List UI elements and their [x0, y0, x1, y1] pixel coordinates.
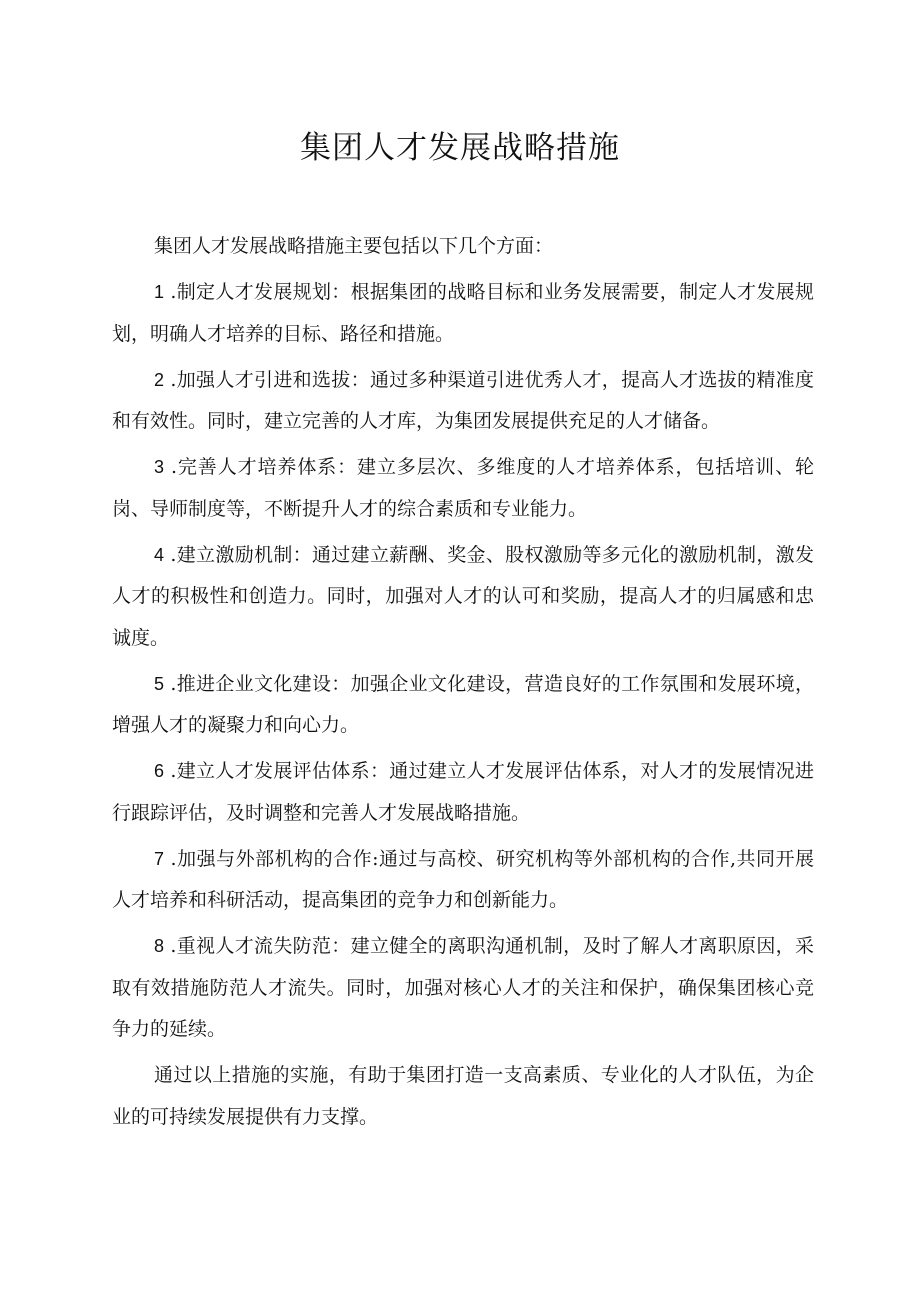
item-text: .制定人才发展规划：根据集团的战略目标和业务发展需要，制定人才发展规划，明确人才培养的目标、路径和措施。	[112, 281, 814, 345]
list-item	[112, 360, 814, 443]
item-text: .重视人才流失防范：建立健全的离职沟通机制，及时了解人才离职原因，采取有效措施防范人才流失。同时，加强对核心人才的关注和保护，确保集团核心竞争力的延续。	[112, 935, 814, 1040]
item-text: .建立人才发展评估体系：通过建立人才发展评估体系，对人才的发展情况进行跟踪评估，及时调整和完善人才发展战略措施。	[112, 760, 814, 824]
item-text: .建立激励机制：通过建立薪酬、奖金、股权激励等多元化的激励机制，激发人才的积极性和创造力。同时，加强对人才的认可和奖励，提高人才的归属感和忠诚度。	[112, 543, 814, 649]
list-item	[112, 447, 814, 530]
list-item	[112, 926, 814, 1051]
item-number: 2	[154, 369, 165, 390]
list-item	[112, 664, 814, 747]
list-item	[112, 535, 814, 660]
item-text: .加强与外部机构的合作:通过与高校、研究机构等外部机构的合作,共同开展人才培养和科研活动，提高集团的竞争力和创新能力。	[112, 847, 814, 911]
item-number: 8	[154, 936, 165, 956]
item-text: .推进企业文化建设：加强企业文化建设，营造良好的工作氛围和发展环境，增强人才的凝聚力和向心力。	[112, 672, 814, 736]
item-number: 4	[154, 544, 165, 565]
item-number: 6	[154, 761, 165, 781]
item-number: 7	[154, 848, 165, 869]
list-item	[112, 751, 814, 834]
list-item	[112, 272, 814, 355]
conclusion-paragraph: 通过以上措施的实施，有助于集团打造一支高素质、专业化的人才队伍，为企业的可持续发展提供有力支撑。	[112, 1064, 814, 1128]
item-text: .完善人才培养体系：建立多层次、多维度的人才培养体系，包括培训、轮岗、导师制度等，不断提升人才的综合素质和专业能力。	[112, 456, 814, 520]
item-text: .加强人才引进和选拔：通过多种渠道引进优秀人才，提高人才选拔的精准度和有效性。同时，建立完善的人才库，为集团发展提供充足的人才储备。	[112, 368, 814, 432]
document-title: 集团人才发展战略措施	[300, 130, 620, 166]
list-item	[112, 839, 814, 922]
document-body	[112, 226, 814, 1143]
item-number: 1	[154, 282, 165, 302]
intro-paragraph: 集团人才发展战略措施主要包括以下几个方面：	[154, 235, 554, 257]
item-number: 5	[154, 673, 165, 694]
item-number: 3	[154, 457, 165, 477]
